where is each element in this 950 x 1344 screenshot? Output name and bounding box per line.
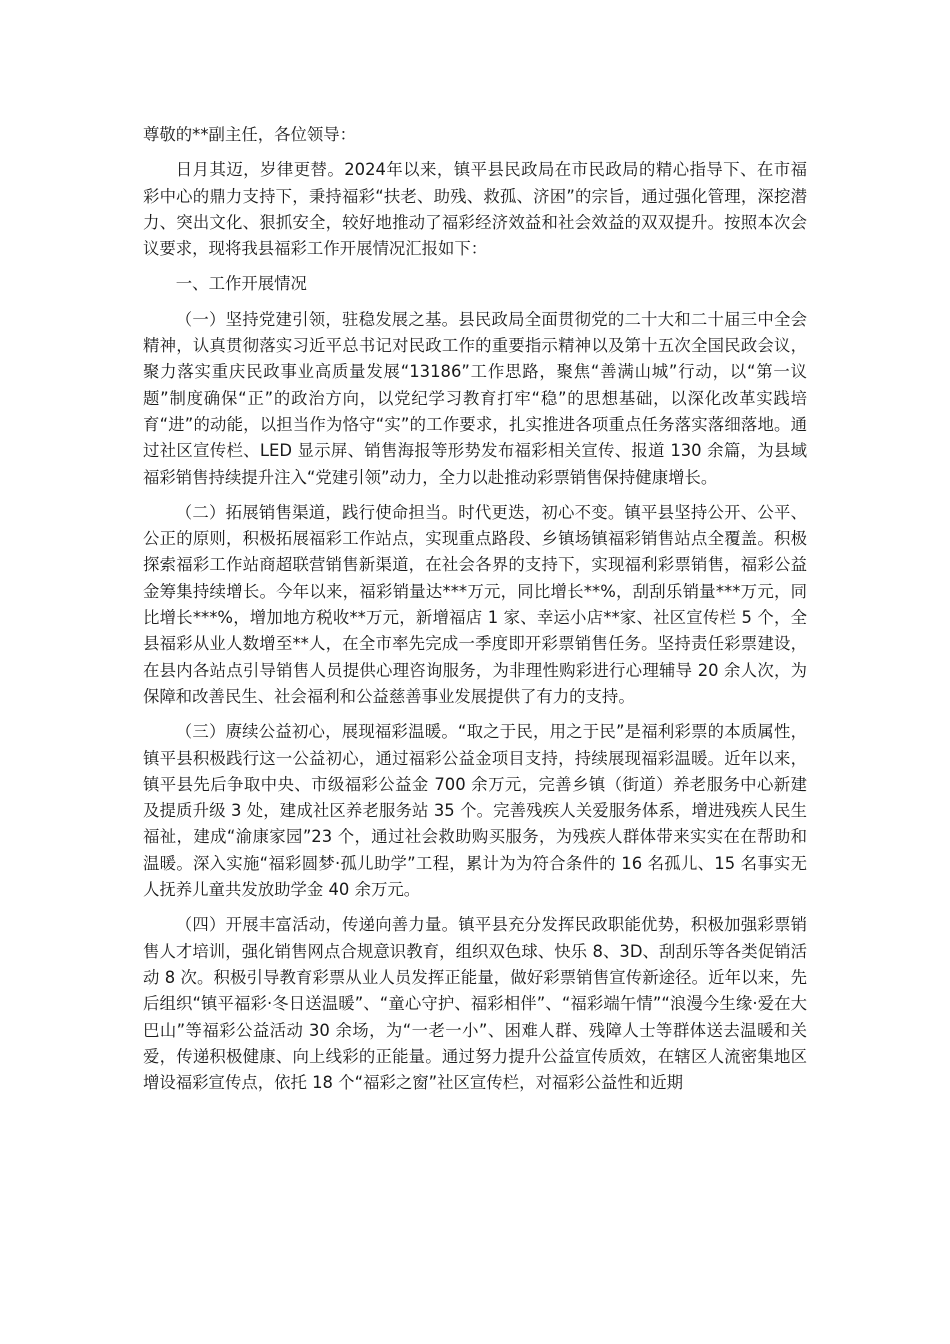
paragraph-sales-channels: （二）拓展销售渠道，践行使命担当。时代更迭，初心不变。镇平县坚持公开、公平、公正的原则，积极拓展福彩工作站点，实现重点路段、乡镇场镇福彩销售站点全覆盖。积极探索福彩工作站商超联营销售新渠道，在社会各界的支持下，实现福利彩票销售，福彩公益金筹集持续增长。今年以来，福彩销量达***万元，同比增长**%，刮刮乐销量***万元，同比增长***%，增加地方税收**万元，新增福店 1 家、幸运小店**家、社区宣传栏 5 个，全县福彩从业人数增至**人，在全市率先完成一季度即开彩票销售任务。坚持责任彩票建设，在县内各站点引导销售人员提供心理咨询服务，为非理性购彩进行心理辅导 20 余人次，为保障和改善民生、社会福利和公益慈善事业发展提供了有力的支持。 bbox=[143, 502, 807, 706]
paragraph-public-welfare: （三）赓续公益初心，展现福彩温暖。“取之于民，用之于民”是福利彩票的本质属性，镇平县积极践行这一公益初心，通过福彩公益金项目支持，持续展现福彩温暖。近年以来，镇平县先后争取中央、市级福彩公益金 700 余万元，完善乡镇（街道）养老服务中心新建及提质升级 3 处，建成社区养老服务站 35 个。完善残疾人关爱服务体系，增进残疾人民生福祉，建成“渝康家园”23 个，通过社会救助购买服务，为残疾人群体带来实实在在帮助和温暖。深入实施“福彩圆梦·孤儿助学”工程，累计为为符合条件的 16 名孤儿、15 名事实无人抚养儿童共发放助学金 40 余万元。 bbox=[143, 722, 807, 900]
section-heading: 一、工作开展情况 bbox=[175, 274, 307, 294]
document-body bbox=[143, 122, 807, 1105]
paragraph-activities: （四）开展丰富活动，传递向善力量。镇平县充分发挥民政职能优势，积极加强彩票销售人才培训，强化销售网点合规意识教育，组织双色球、快乐 8、3D、刮刮乐等各类促销活动 8 次。积极引导教育彩票从业人员发挥正能量，做好彩票销售宣传新途径。近年以来，先后组织“镇平福彩·冬日送温暖”、“童心守护、福彩相伴”、“福彩端午情”“浪漫今生缘·爱在大巴山”等福彩公益活动 30 余场，为“一老一小”、困难人群、残障人士等群体送去温暖和关爱，传递积极健康、向上线彩的正能量。通过努力提升公益宣传质效，在辖区人流密集地区增设福彩宣传点，依托 18 个“福彩之窗”社区宣传栏，对福彩公益性和近期 bbox=[143, 915, 807, 1093]
salutation: 尊敬的**副主任，各位领导： bbox=[143, 125, 357, 144]
paragraph-party-building: （一）坚持党建引领，驻稳发展之基。县民政局全面贯彻党的二十大和二十届三中全会精神，认真贯彻落实习近平总书记对民政工作的重要指示精神以及第十五次全国民政会议，聚力落实重庆民政事业高质量发展“13186”工作思路，聚焦“善满山城”行动，以“第一议题”制度确保“正”的政治方向，以党纪学习教育打牢“稳”的思想基础，以深化改革实践培育“进”的动能，以担当作为恪守“实”的工作要求，扎实推进各项重点任务落实落细落地。通过社区宣传栏、LED 显示屏、销售海报等形势发布福彩相关宣传、报道 130 余篇，为县域福彩销售持续提升注入“党建引领”动力，全力以赴推动彩票销售保持健康增长。 bbox=[143, 309, 807, 487]
intro-paragraph: 日月其迈，岁律更替。2024年以来，镇平县民政局在市民政局的精心指导下、在市福彩中心的鼎力支持下，秉持福彩“扶老、助残、救孤、济困”的宗旨，通过强化管理，深挖潜力、突出文化、狠抓安全，较好地推动了福彩经济效益和社会效益的双双提升。按照本次会议要求，现将我县福彩工作开展情况汇报如下： bbox=[143, 160, 807, 259]
